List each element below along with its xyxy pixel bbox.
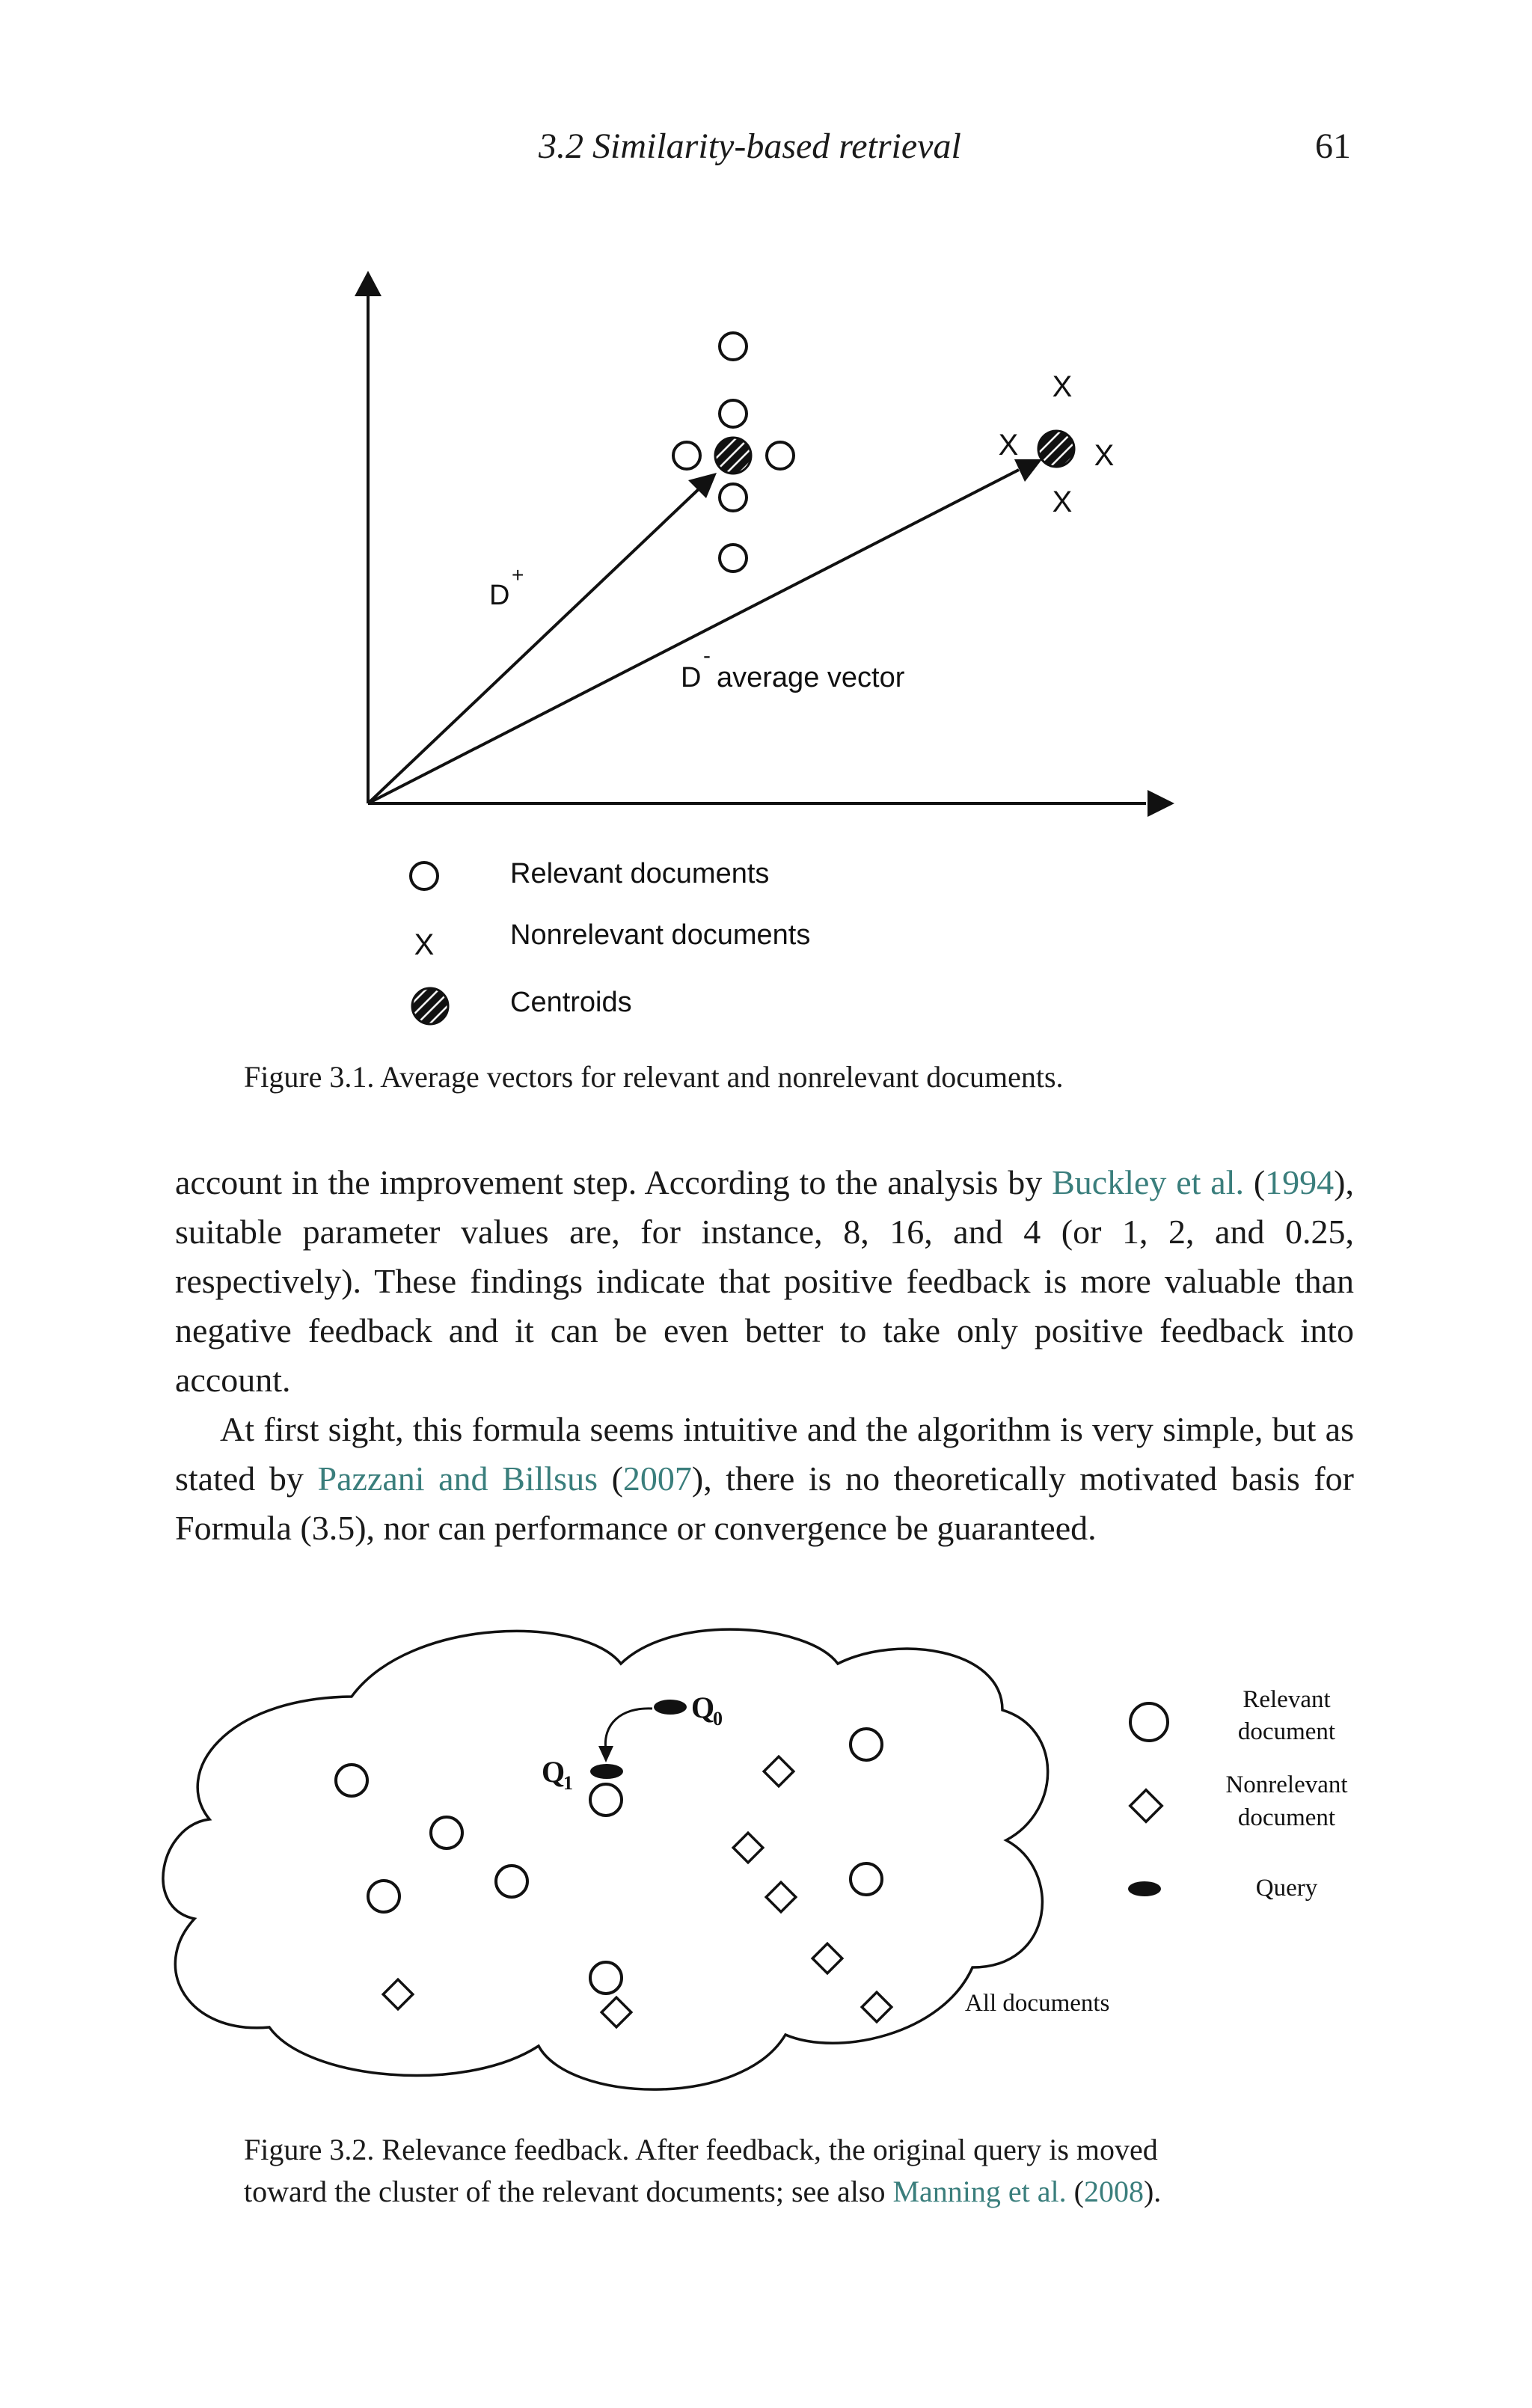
relevant-doc-marker (673, 442, 700, 469)
text-run: ( (1066, 2175, 1084, 2208)
paragraph-1 (175, 1158, 1354, 1405)
y-axis-arrowhead (355, 271, 382, 296)
relevant-doc-marker (590, 1962, 622, 1994)
d-plus-label: D (489, 580, 510, 611)
figure-3-1-caption: Figure 3.1. Average vectors for relevant and nonrelevant documents. (244, 1060, 1064, 1094)
legend-relevant-label: Relevant documents (510, 858, 770, 889)
body-text (175, 1158, 1354, 1553)
legend-nonrelevant-icon: X (414, 928, 435, 961)
q0-subscript: 0 (713, 1708, 723, 1730)
nonrelevant-doc-marker (766, 1882, 796, 1912)
q1-subscript: 1 (563, 1772, 573, 1794)
relevant-doc-marker (720, 484, 747, 511)
x-axis-arrowhead (1148, 790, 1174, 817)
legend-relevant-line1: Relevant (1243, 1686, 1331, 1713)
relevant-doc-marker (368, 1881, 399, 1912)
legend-query-label: Query (1255, 1875, 1318, 1902)
legend-nonrelevant-label: Nonrelevant documents (510, 919, 811, 951)
citation-buckley[interactable]: Buckley et al. (1052, 1163, 1244, 1201)
relevant-doc-marker (851, 1729, 882, 1760)
nonrelevant-doc-marker (764, 1756, 794, 1786)
relevant-doc-marker (720, 400, 747, 427)
relevant-centroid (715, 438, 751, 474)
nonrelevant-centroid (1038, 431, 1074, 467)
figure-3-1-diagram (0, 0, 1532, 1047)
running-title: 3.2 Similarity-based retrieval (539, 126, 961, 166)
citation-year-2008[interactable]: 2008 (1083, 2175, 1144, 2208)
page-number: 61 (1315, 126, 1351, 166)
text-run: account in the improvement step. According to the analysis by (175, 1163, 1053, 1201)
legend-nonrelevant-line2: document (1237, 1804, 1336, 1831)
caption-line-1: Figure 3.2. Relevance feedback. After feedback, the original query is moved (244, 2133, 1158, 2166)
all-documents-cloud (163, 1629, 1048, 2089)
nonrelevant-doc-marker (733, 1833, 763, 1863)
relevant-doc-marker (720, 545, 747, 572)
d-minus-vector (368, 470, 1019, 803)
citation-manning[interactable]: Manning et al. (892, 2175, 1067, 2208)
legend-centroids-label: Centroids (510, 987, 632, 1018)
relevant-doc-marker (496, 1866, 527, 1897)
nonrelevant-doc-marker (383, 1979, 413, 2009)
nonrelevant-doc-marker (862, 1992, 892, 2022)
legend-query-icon (1128, 1881, 1161, 1896)
d-plus-superscript: + (512, 563, 524, 586)
relevant-doc-marker (720, 333, 747, 360)
d-minus-label: D (681, 662, 702, 693)
relevant-doc-marker (851, 1863, 882, 1895)
query-move-arrow (605, 1709, 652, 1750)
text-run: ). (1143, 2175, 1162, 2208)
paragraph-2 (175, 1405, 1354, 1553)
legend-relevant-icon (1130, 1703, 1168, 1741)
relevant-doc-marker (590, 1784, 622, 1816)
legend-nonrelevant-icon (1130, 1790, 1162, 1822)
q0-label: Q (691, 1691, 715, 1724)
figure-3-2-diagram (0, 1616, 1532, 2110)
caption-line-2 (244, 2171, 1161, 2213)
legend-relevant-icon (411, 863, 438, 889)
legend-centroid-icon (412, 988, 448, 1024)
citation-pazzani[interactable]: Pazzani and Billsus (317, 1459, 598, 1498)
citation-year-2007[interactable]: 2007 (622, 1459, 692, 1498)
all-documents-label: All documents (965, 1990, 1110, 2017)
legend-nonrelevant-line1: Nonrelevant (1225, 1771, 1348, 1798)
nonrelevant-doc-marker: X (1052, 370, 1073, 403)
relevant-doc-marker (336, 1765, 367, 1796)
query-q1-marker (590, 1764, 623, 1779)
text-run: toward the cluster of the relevant documents; see also (244, 2175, 893, 2208)
nonrelevant-doc-marker: X (998, 429, 1019, 462)
nonrelevant-doc-marker (601, 1997, 631, 2027)
average-vector-label: average vector (717, 662, 905, 693)
text-run: ( (597, 1459, 623, 1498)
text-run: ), suitable parameter values are, for instance, 8, 16, and 4 (or 1, 2, and 0.25, respectively). These findings indicate that positive feedback is more valuable than negative feedback and it can be even better to take only positive feedback into account. (175, 1163, 1354, 1399)
text-run: ( (1244, 1163, 1266, 1201)
nonrelevant-doc-marker: X (1052, 485, 1073, 518)
text-run: ), there is no theoretically motivated basis for Formula (3.5), nor can performance or convergence be guaranteed. (175, 1459, 1354, 1547)
relevant-doc-marker (431, 1817, 462, 1848)
citation-year-1994[interactable]: 1994 (1265, 1163, 1335, 1201)
d-plus-vector (368, 488, 700, 803)
nonrelevant-doc-marker: X (1094, 439, 1115, 472)
nonrelevant-doc-marker (812, 1943, 842, 1973)
query-q0-marker (654, 1700, 687, 1715)
figure-3-2-caption (244, 2129, 1161, 2213)
relevant-doc-marker (767, 442, 794, 469)
text-run: At first sight, this formula seems intuitive and the algorithm is very simple, but as stated by (175, 1410, 1354, 1498)
q1-label: Q (542, 1755, 566, 1789)
d-minus-superscript: - (703, 643, 711, 668)
legend-relevant-line2: document (1237, 1718, 1336, 1745)
query-move-arrowhead (598, 1746, 613, 1762)
